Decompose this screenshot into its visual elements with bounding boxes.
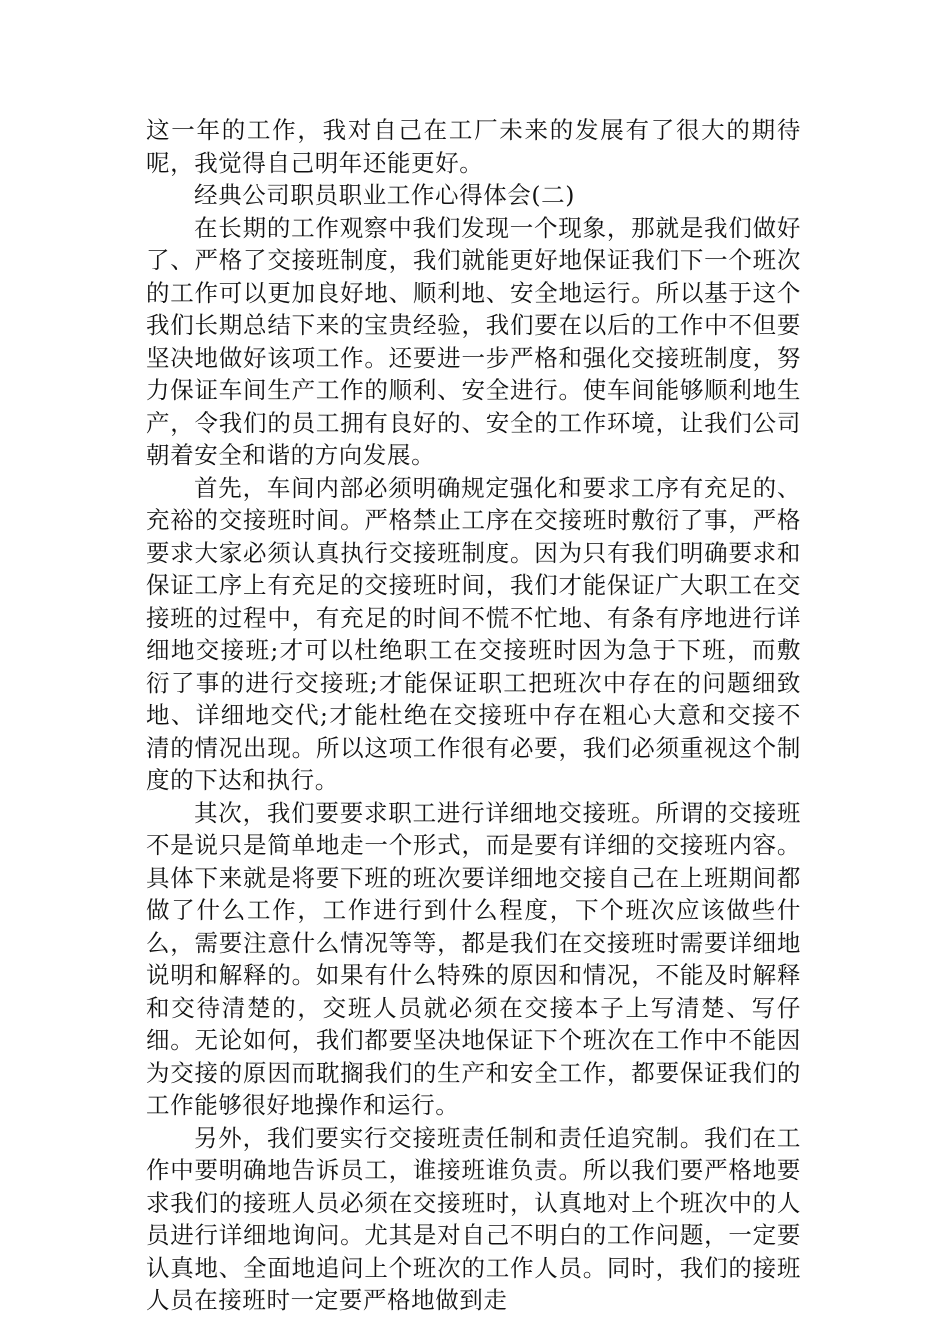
section-title: 经典公司职员职业工作心得体会(二)	[194, 181, 576, 209]
paragraph-closing-line: 这一年的工作，我对自己在工厂未来的发展有了很大的期待呢，我觉得自己明年还能更好。	[146, 116, 801, 177]
paragraph-third-point: 另外，我们要实行交接班责任制和责任追究制。我们在工作中要明确地告诉员工，谁接班谁负责。所以我们要严格地要求我们的接班人员必须在交接班时，认真地对上个班次中的人员进行详细地询问。尤其是对自己不明白的工作问题，一定要认真地、全面地追问上个班次的工作人员。同时，我们的接班人员在接班时一定要严格地做到走	[146, 1123, 801, 1314]
paragraph-first-point: 首先，车间内部必须明确规定强化和要求工序有充足的、充裕的交接班时间。严格禁止工序在交接班时敷衍了事，严格要求大家必须认真执行交接班制度。因为只有我们明确要求和保证工序上有充足的交接班时间，我们才能保证广大职工在交接班的过程中，有充足的时间不慌不忙地、有条有序地进行详细地交接班;才可以杜绝职工在交接班时因为急于下班，而敷衍了事的进行交接班;才能保证职工把班次中存在的问题细致地、详细地交代;才能杜绝在交接班中存在粗心大意和交接不清的情况出现。所以这项工作很有必要，我们必须重视这个制度的下达和执行。	[146, 473, 801, 794]
paragraph-intro: 在长期的工作观察中我们发现一个现象，那就是我们做好了、严格了交接班制度，我们就能更好地保证我们下一个班次的工作可以更加良好地、顺利地、安全地运行。所以基于这个我们长期总结下来的宝贵经验，我们要在以后的工作中不但要坚决地做好该项工作。还要进一步严格和强化交接班制度，努力保证车间生产工作的顺利、安全进行。使车间能够顺利地生产，令我们的员工拥有良好的、安全的工作环境，让我们公司朝着安全和谐的方向发展。	[146, 213, 801, 469]
document-body	[146, 114, 801, 1317]
paragraph-second-point: 其次，我们要要求职工进行详细地交接班。所谓的交接班不是说只是简单地走一个形式，而是要有详细的交接班内容。具体下来就是将要下班的班次要详细地交接自己在上班期间都做了什么工作，工作进行到什么程度，下个班次应该做些什么，需要注意什么情况等等，都是我们在交接班时需要详细地说明和解释的。如果有什么特殊的原因和情况，不能及时解释和交待清楚的，交班人员就必须在交接本子上写清楚、写仔细。无论如何，我们都要坚决地保证下个班次在工作中不能因为交接的原因而耽搁我们的生产和安全工作，都要保证我们的工作能够很好地操作和运行。	[146, 798, 801, 1119]
